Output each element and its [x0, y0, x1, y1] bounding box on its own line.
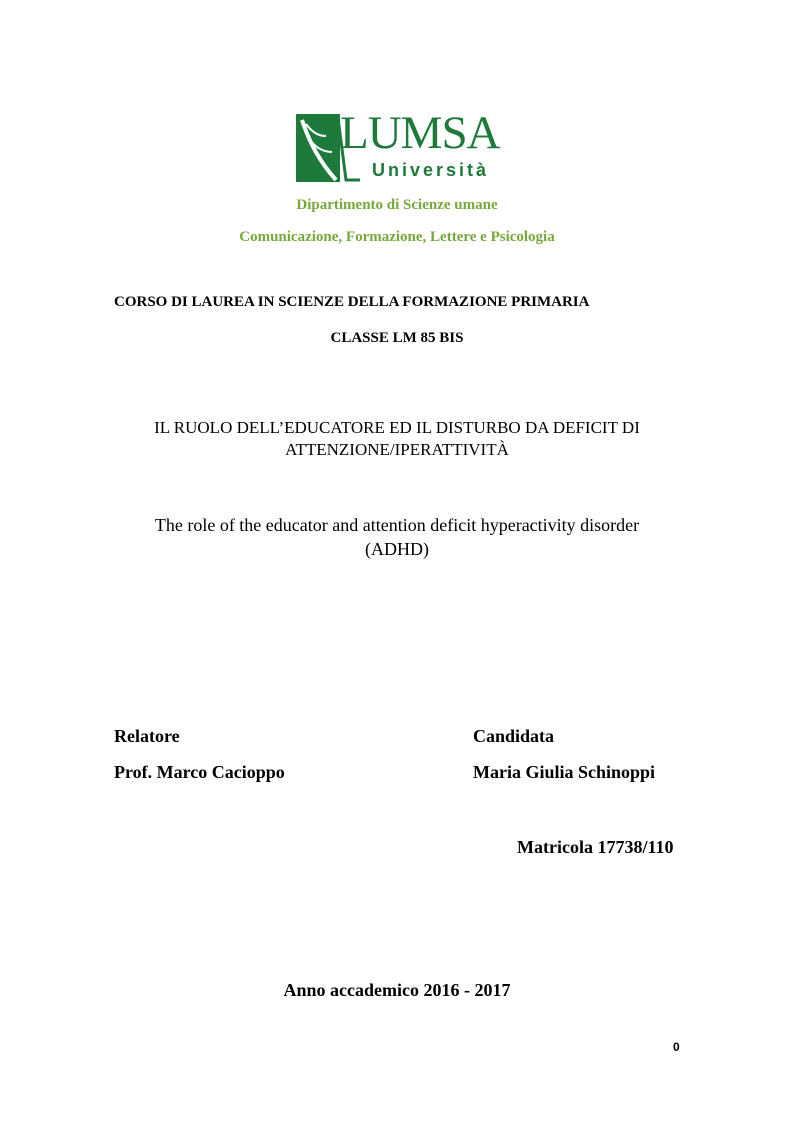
academic-year: Anno accademico 2016 - 2017: [283, 980, 511, 1000]
university-logo: [296, 107, 501, 186]
supervisor-name: Prof. Marco Cacioppo: [114, 762, 285, 782]
department-areas: Comunicazione, Formazione, Lettere e Psicologia: [239, 229, 555, 245]
page-number: 0: [673, 1040, 680, 1054]
thesis-title-italian-line2: ATTENZIONE/IPERATTIVITÀ: [285, 440, 509, 459]
course-class: CLASSE LM 85 BIS: [330, 330, 464, 346]
thesis-title-english-line1: The role of the educator and attention deficit hyperactivity disorder: [154, 515, 640, 535]
thesis-title-italian-line1: IL RUOLO DELL’EDUCATORE ED IL DISTURBO DA DEFICIT DI: [154, 418, 640, 437]
thesis-title-english-line2: (ADHD): [365, 539, 429, 559]
leaf-emblem-icon: [296, 114, 340, 184]
course-name: CORSO DI LAUREA IN SCIENZE DELLA FORMAZIONE PRIMARIA: [114, 294, 590, 310]
student-id: Matricola 17738/110: [517, 837, 674, 857]
candidate-label: Candidata: [473, 726, 555, 746]
logo-subtitle: Università: [372, 160, 490, 180]
candidate-name: Maria Giulia Schinoppi: [473, 762, 656, 782]
thesis-title-italian: [0, 417, 794, 461]
logo-brand: LUMSA: [340, 107, 500, 159]
supervisor-label: Relatore: [114, 726, 180, 746]
department-name: Dipartimento di Scienze umane: [296, 197, 498, 213]
thesis-title-english: [0, 513, 794, 561]
